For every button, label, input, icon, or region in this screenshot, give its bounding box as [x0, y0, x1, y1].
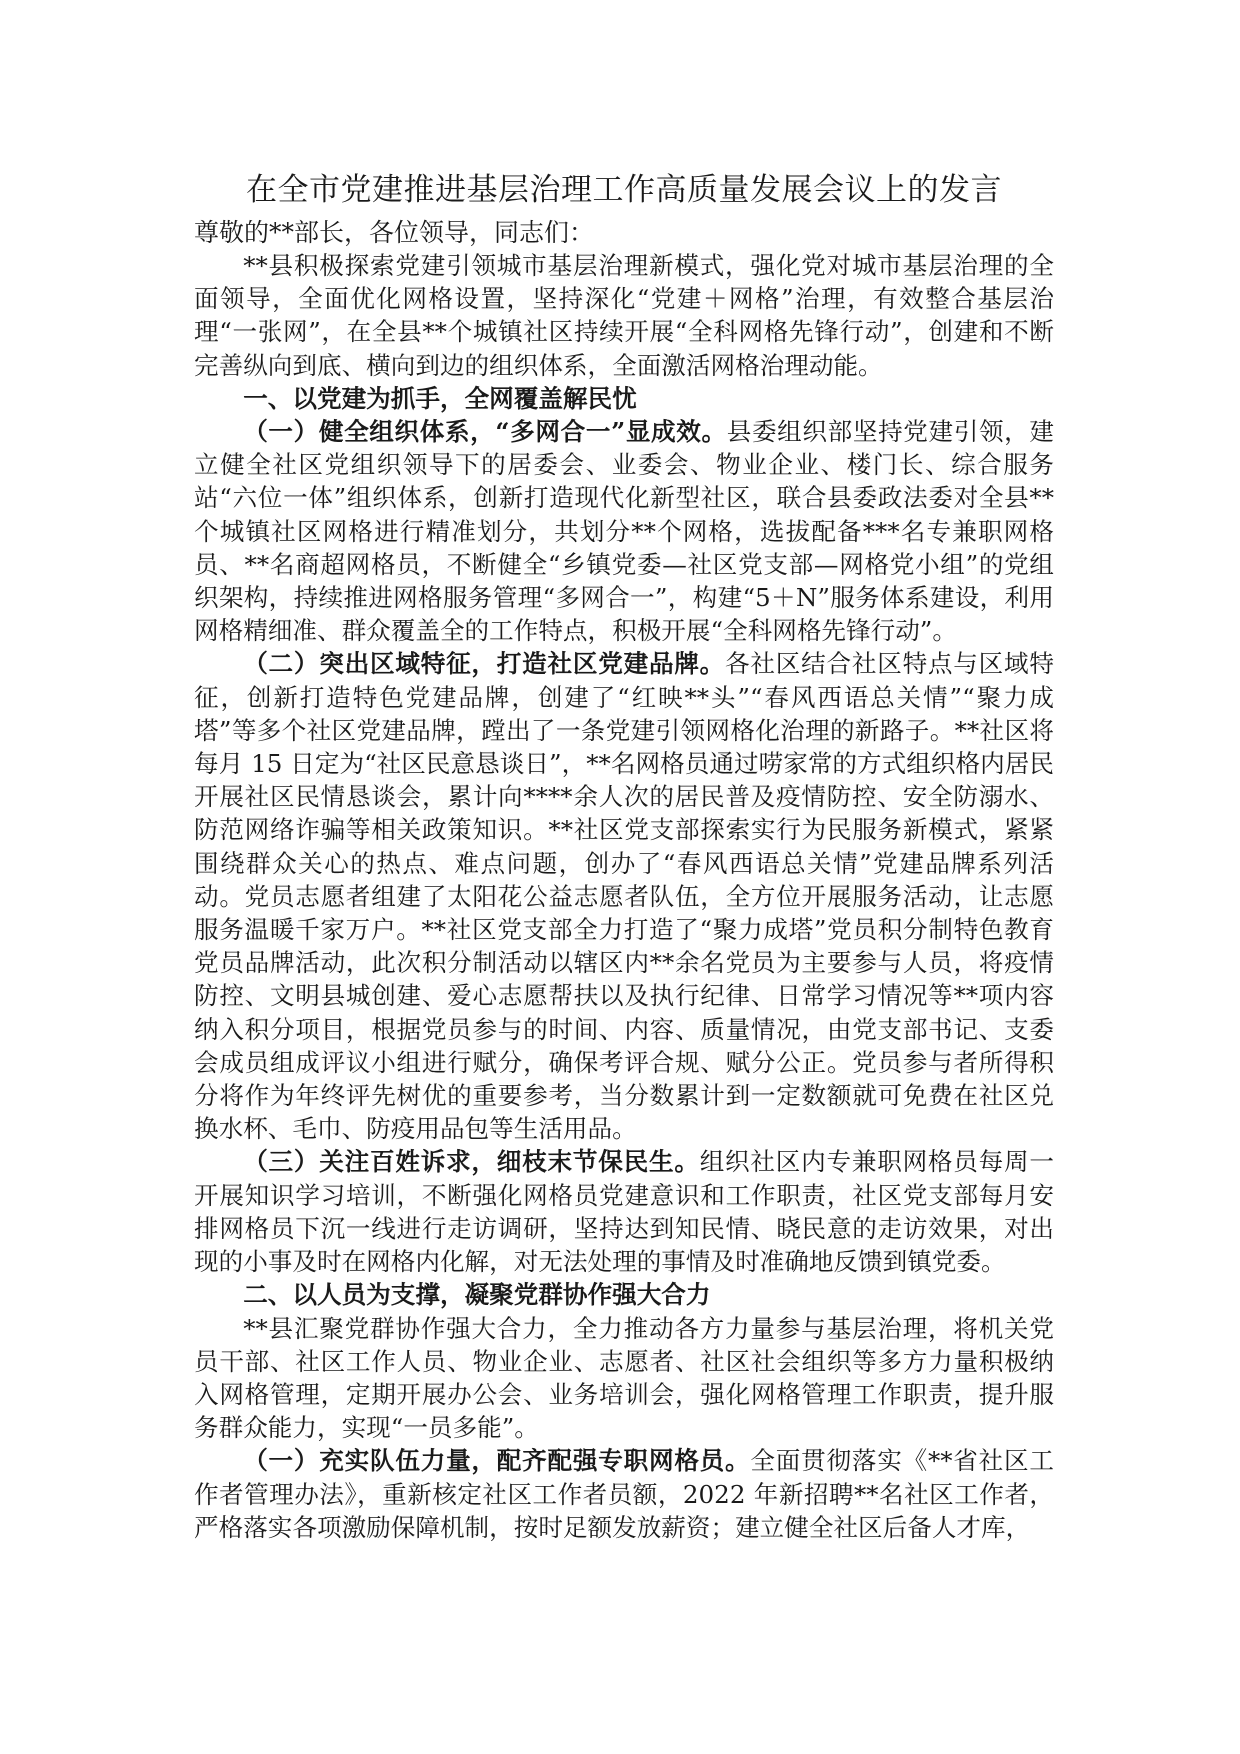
paragraph-body: 全面贯彻落实《**省社区工作者管理办法》，重新核定社区工作者员额，2022 年新招聘**名社区工作者，严格落实各项激励保障机制，按时足额发放薪资；建立健全社区后备人才库， [194, 1446, 1054, 1542]
paragraph-lead: （三）关注百姓诉求，细枝末节保民生。 [243, 1147, 700, 1177]
paragraph-lead: （一）充实队伍力量，配齐配强专职网格员。 [243, 1446, 751, 1476]
intro-paragraph: **县积极探索党建引领城市基层治理新模式，强化党对城市基层治理的全面领导，全面优化网格设置，坚持深化“党建＋网格”治理，有效整合基层治理“一张网”，在全县**个城镇社区持续开展“全科网格先锋行动”，创建和不断完善纵向到底、横向到边的组织体系，全面激活网格治理动能。 [194, 251, 1054, 380]
section-1-heading: 一、以党建为抓手，全网覆盖解民忧 [243, 383, 637, 413]
paragraph-lead: （一）健全组织体系，“多网合一”显成效。 [243, 417, 727, 447]
paragraph-body: 组织社区内专兼职网格员每周一开展知识学习培训，不断强化网格员党建意识和工作职责，社区党支部每月安排网格员下沉一线进行走访调研，坚持达到知民情、晓民意的走访效果，对出现的小事及时在网格内化解，对无法处理的事情及时准确地反馈到镇党委。 [194, 1147, 1054, 1277]
document-title: 在全市党建推进基层治理工作高质量发展会议上的发言 [246, 172, 1002, 208]
salutation: 尊敬的**部长，各位领导，同志们： [194, 218, 595, 247]
paragraph-body: 县委组织部坚持党建引领，建立健全社区党组织领导下的居委会、业委会、物业企业、楼门长、综合服务站“六位一体”组织体系，创新打造现代化新型社区，联合县委政法委对全县**个城镇社区网格进行精准划分，共划分**个网格，选拔配备***名专兼职网格员、**名商超网格员，不断健全“乡镇党委—社区党支部—网格党小组”的党组织架构，持续推进网格服务管理“多网合一”，构建“5＋N”服务体系建设，利用网格精细准、群众覆盖全的工作特点，积极开展“全科网格先锋行动”。 [194, 417, 1054, 646]
section-1-paragraph-3 [194, 1145, 1054, 1278]
paragraph-body: 各社区结合社区特点与区域特征，创新打造特色党建品牌，创建了“红映**头”“春风西语总关情”“聚力成塔”等多个社区党建品牌，蹚出了一条党建引领网格化治理的新路子。**社区将每月 15 日定为“社区民意恳谈日”，**名网格员通过唠家常的方式组织格内居民开展社区民情恳谈会，累计向****余人次的居民普及疫情防控、安全防溺水、防范网络诈骗等相关政策知识。**社区党支部探索实行为民服务新模式，紧紧围绕群众关心的热点、难点问题，创办了“春风西语总关情”党建品牌系列活动。党员志愿者组建了太阳花公益志愿者队伍，全方位开展服务活动，让志愿服务温暖千家万户。**社区党支部全力打造了“聚力成塔”党员积分制特色教育党员品牌活动，此次积分制活动以辖区内**余名党员为主要参与人员，将疫情防控、文明县城创建、爱心志愿帮扶以及执行纪律、日常学习情况等**项内容纳入积分项目，根据党员参与的时间、内容、质量情况，由党支部书记、支委会成员组成评议小组进行赋分，确保考评合规、赋分公正。党员参与者所得积分将作为年终评先树优的重要参考，当分数累计到一定数额就可免费在社区兑换水杯、毛巾、防疫用品包等生活用品。 [194, 649, 1054, 1144]
section-1-paragraph-2 [194, 647, 1054, 1145]
section-1-paragraph-1 [194, 415, 1054, 647]
section-2-heading: 二、以人员为支撑，凝聚党群协作强大合力 [243, 1280, 711, 1310]
document-page [194, 170, 1054, 1544]
section-2-intro: **县汇聚党群协作强大合力，全力推动各方力量参与基层治理，将机关党员干部、社区工作人员、物业企业、志愿者、社区社会组织等多方力量积极纳入网格管理，定期开展办公会、业务培训会，强化网格管理工作职责，提升服务群众能力，实现“一员多能”。 [194, 1313, 1054, 1443]
section-2-paragraph-1 [194, 1444, 1054, 1544]
paragraph-lead: （二）突出区域特征，打造社区党建品牌。 [243, 649, 726, 679]
